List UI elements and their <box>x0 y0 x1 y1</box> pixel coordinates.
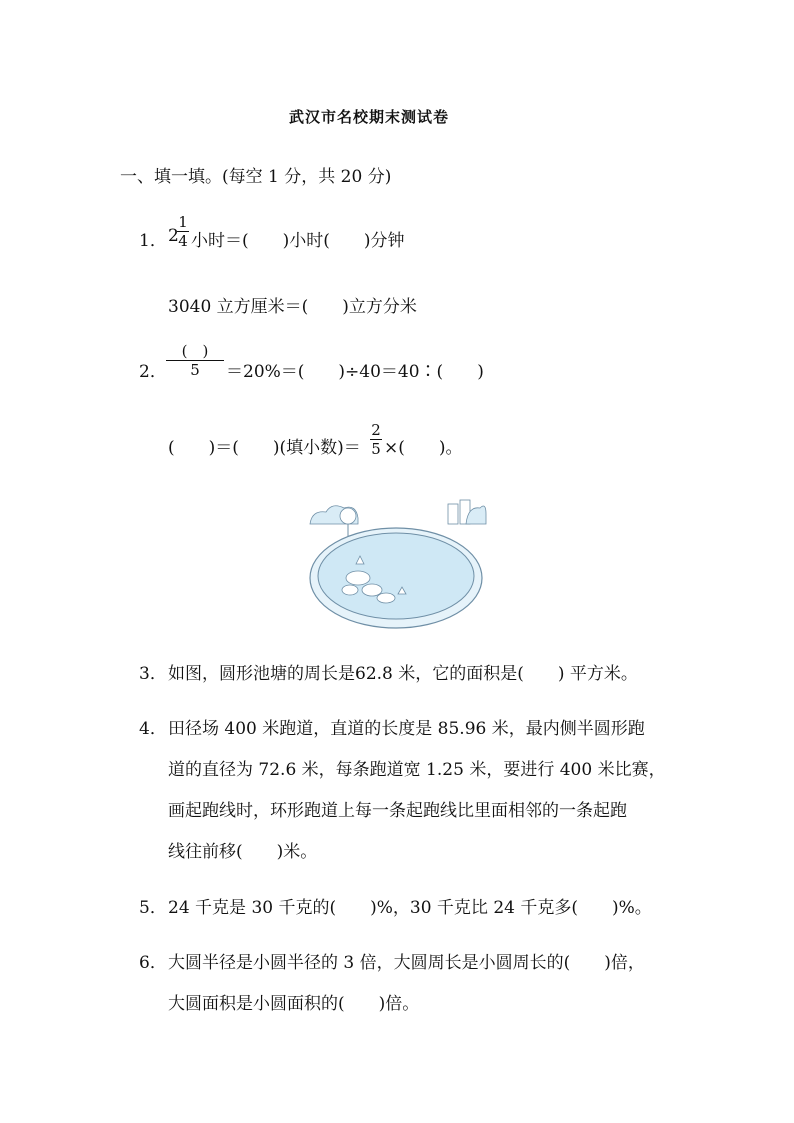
section-heading: 一、填一填。(每空 1 分，共 20 分) <box>120 167 392 187</box>
question-text: 如图，圆形池塘的周长是62.8 米，它的面积是( ) 平方米。 <box>168 664 638 684</box>
lily-pad-icon <box>346 571 370 585</box>
question-text-line: 大圆半径是小圆半径的 3 倍，大圆周长是小圆周长的( )倍， <box>168 953 645 973</box>
fraction-denominator: 5 <box>371 440 381 458</box>
fraction <box>166 342 224 379</box>
question-text: 小时＝( )小时( )分钟 <box>191 231 405 251</box>
lily-pad-icon <box>362 584 382 596</box>
fraction-numerator: ( ) <box>181 342 209 360</box>
lily-pad-icon <box>377 593 395 603</box>
question-text: ＝20%＝( )÷40＝40∶( ) <box>226 362 484 382</box>
question-text-line-2b: ×( )。 <box>384 438 463 458</box>
fraction-denominator: 5 <box>190 361 200 379</box>
fraction-numerator: 1 <box>178 213 188 231</box>
question-text: 24 千克是 30 千克的( )%，30 千克比 24 千克多( )%。 <box>168 898 652 918</box>
question-number: 4． <box>139 719 167 739</box>
question-number: 6． <box>139 953 167 973</box>
building-icon <box>448 504 458 524</box>
question-number: 1． <box>139 231 167 251</box>
lily-pad-icon <box>342 585 358 595</box>
question-number: 2． <box>139 362 167 382</box>
pond-water <box>318 533 474 619</box>
question-number: 5． <box>139 898 167 918</box>
pond-image <box>306 494 488 640</box>
question-text-line: 画起跑线时，环形跑道上每一条起跑线比里面相邻的一条起跑 <box>168 801 627 821</box>
mixed-number-whole: 2 <box>168 226 179 246</box>
fraction <box>177 213 189 250</box>
tree-icon <box>340 508 356 524</box>
question-text-line: 大圆面积是小圆面积的( )倍。 <box>168 994 420 1014</box>
page-title: 武汉市名校期末测试卷 <box>289 108 450 126</box>
question-text-line-2: 3040 立方厘米＝( )立方分米 <box>168 297 417 317</box>
fraction-denominator: 4 <box>178 232 188 250</box>
question-text-line: 道的直径为 72.6 米，每条跑道宽 1.25 米，要进行 400 米比赛， <box>168 760 666 780</box>
question-text-line-2a: ( )＝( )(填小数)＝ <box>168 438 361 458</box>
question-text-line: 田径场 400 米跑道，直道的长度是 85.96 米，最内侧半圆形跑 <box>168 719 645 739</box>
fraction-numerator: 2 <box>371 421 381 439</box>
fraction <box>370 421 382 458</box>
pond-illustration <box>306 494 488 640</box>
question-number: 3． <box>139 664 167 684</box>
question-text-line: 线往前移( )米。 <box>168 842 318 862</box>
